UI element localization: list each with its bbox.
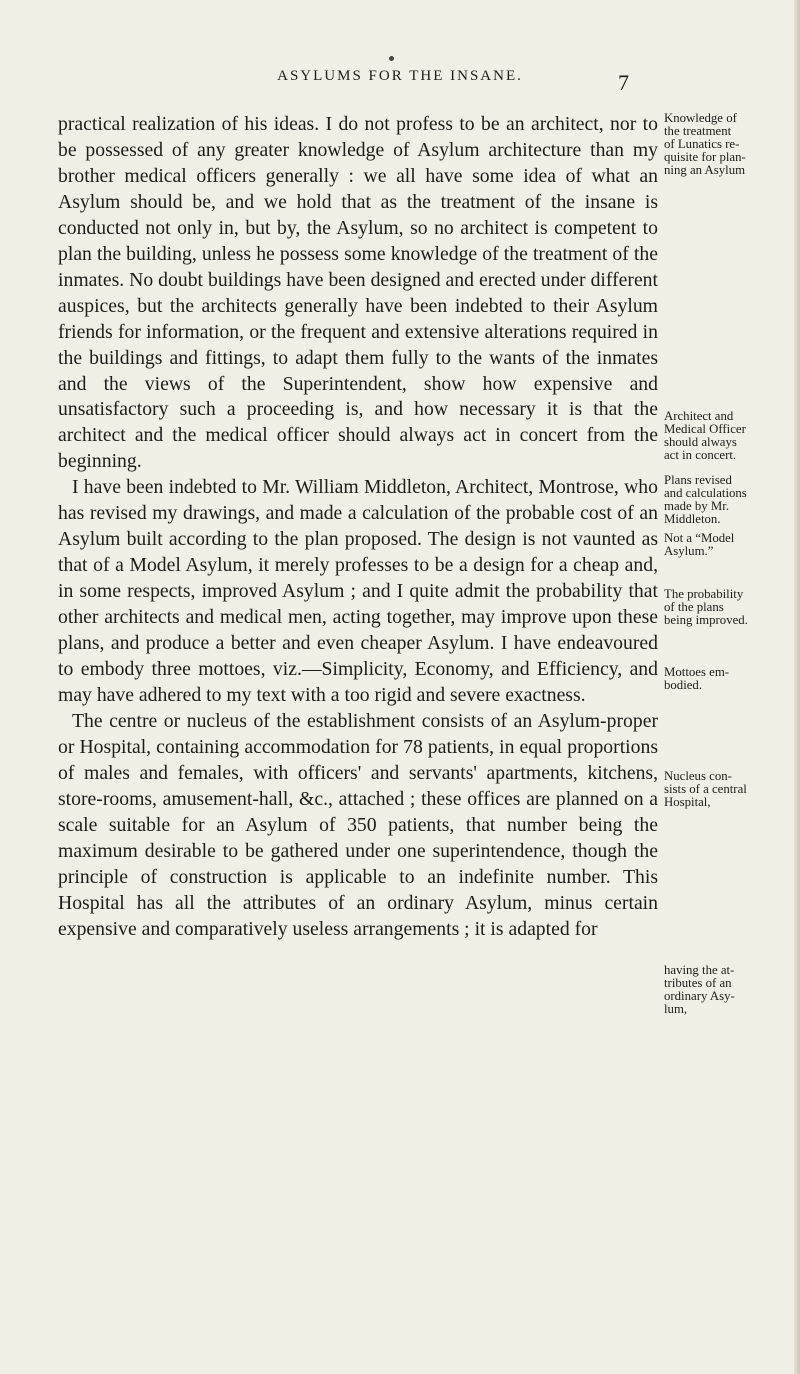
margin-note-line: Architect and — [664, 409, 734, 423]
margin-note-line: Middleton. — [664, 512, 721, 526]
margin-note-line: sists of a central — [664, 782, 747, 796]
margin-note-line: should always — [664, 435, 737, 449]
margin-note-line: tributes of an — [664, 976, 732, 990]
margin-note-line: Mottoes em- — [664, 665, 730, 679]
margin-note — [664, 588, 800, 627]
margin-note-line: ordinary Asy- — [664, 989, 735, 1003]
body-text — [58, 112, 658, 943]
margin-note-line: of Lunatics re- — [664, 137, 740, 151]
running-head: ASYLUMS FOR THE INSANE. — [277, 68, 523, 84]
margin-note-line: having the at- — [664, 963, 735, 977]
margin-note-line: bodied. — [664, 678, 703, 692]
margin-note-line: and calculations — [664, 486, 747, 500]
margin-note — [664, 474, 800, 526]
margin-note-line: lum, — [664, 1002, 688, 1016]
page-number: 7 — [618, 70, 629, 95]
margin-note — [664, 770, 800, 809]
margin-note-line: Nucleus con- — [664, 769, 732, 783]
margin-note-line: Knowledge of — [664, 111, 737, 125]
print-speck — [389, 56, 394, 61]
paragraph: I have been indebted to Mr. William Middleton, Architect, Montrose, who has revised my drawings, and made a calculation of the probable cost of an Asylum built according to the plan proposed. The design is not vaunted as that of a Model Asylum, it merely professes to be a design for a cheap and, in some respects, improved Asylum ; and I quite admit the probability that other architects and medical men, acting together, may improve upon these plans, and produce a better and even cheaper Asylum. I have endeavoured to embody three mottoes, viz.—Simplicity, Economy, and Efficiency, and may have adhered to my text with a too rigid and severe exactness. — [58, 476, 658, 706]
margin-note — [664, 410, 800, 462]
margin-note-line: quisite for plan- — [664, 150, 746, 164]
page-edge-shadow — [794, 0, 800, 1374]
margin-note-line: Asylum.” — [664, 544, 714, 558]
margin-note-line: The probability — [664, 587, 744, 601]
margin-note-line: Hospital, — [664, 795, 711, 809]
margin-note — [664, 666, 800, 692]
margin-note — [664, 964, 800, 1016]
margin-note-line: Not a “Model — [664, 531, 735, 545]
paragraph: The centre or nucleus of the establishment consists of an Asylum-proper or Hospital, containing accommodation for 78 patients, in equal proportions of males and females, with officers' and servants' apartments, kitchens, store-rooms, amusement-hall, &c., attached ; these offices are planned on a scale suitable for an Asylum of 350 patients, that number being the maximum desirable to be gathered under one superintendence, though the principle of construction is applicable to an indefinite number. This Hospital has all the attributes of an ordinary Asylum, minus certain expensive and comparatively useless arrangements ; it is adapted for — [58, 709, 658, 940]
margin-note-line: the treatment — [664, 124, 732, 138]
margin-note — [664, 532, 800, 558]
margin-note-line: made by Mr. — [664, 499, 730, 513]
margin-note-line: being improved. — [664, 613, 748, 627]
margin-note-line: ning an Asylum — [664, 163, 746, 177]
margin-note — [664, 112, 800, 177]
margin-note-line: Plans revised — [664, 473, 732, 487]
margin-note-line: of the plans — [664, 600, 724, 614]
margin-note-line: act in concert. — [664, 448, 737, 462]
paragraph: practical realization of his ideas. I do not profess to be an architect, nor to be possessed of any greater knowledge of Asylum architecture than my brother medical officers generally : we all have some idea of what an Asylum should be, and we hold that as the treatment of the insane is conducted not only in, but by, the Asylum, so no architect is competent to plan the building, unless he possess some knowledge of the treatment of the inmates. No doubt buildings have been designed and erected under different auspices, but the architects generally have been indebted to their Asylum friends for information, or the frequent and extensive alterations required in the buildings and fittings, to adapt them fully to the wants of the inmates and the views of the Superintendent, show how expensive and unsatisfactory such a proceeding is, and how necessary it is that the architect and the medical officer should always act in concert from the beginning. — [58, 113, 658, 473]
margin-note-line: Medical Officer — [664, 422, 746, 436]
